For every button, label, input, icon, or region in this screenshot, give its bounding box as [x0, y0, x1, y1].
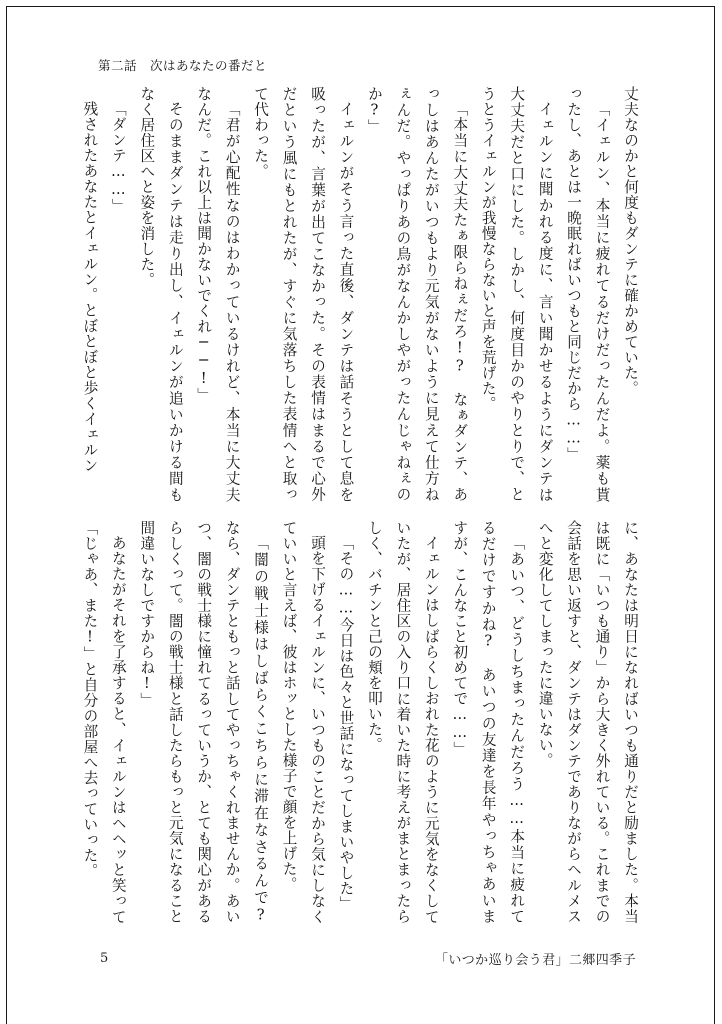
paragraph: 「その……今日は色々と世話になってしまいやした」	[337, 534, 355, 912]
paragraph: 「あいつ、どうしちまったんだろう……本当に疲れてるだけですかね? あいつの友達を長年やっちゃあいますが、こんなこと初めてで……」	[451, 520, 526, 924]
paragraph: 「ダンテ……」	[109, 100, 127, 214]
page-number: 5	[100, 951, 109, 966]
paragraph: 「君が心配性なのはわかっているけれど、本当に大丈夫なんだ。これ以上は聞かないでくれ──!」	[195, 86, 241, 502]
paragraph: 丈夫なのかと何度もダンテに確かめていた。	[622, 86, 639, 396]
footer-book-title: 「いつか巡り会う君」二郷四季子	[434, 953, 636, 968]
paragraph: 「イェルン、本当に疲れてるだけだったんだよ。薬も貰ったし、あとは一晩眠ればいつもと同じだから……」	[565, 86, 611, 502]
paragraph: 残されたあなたとイェルン。とぼとぼと歩くイェルン	[81, 100, 99, 473]
paragraph: あなたがそれを了承すると、イェルンはヘヘッと笑って「じゃあ、また!」と自分の部屋へ去っていった。	[81, 520, 127, 924]
paragraph: 「本当に大丈夫たぁ限らねぇだろ!? なぁダンテ、あっしはあんたがいつもより元気がないように見えて仕方ねぇんだ。やっぱりあの鳥がなんかしやがったんじゃねぇのか?」	[365, 86, 469, 502]
paragraph: 頭を下げるイェルンに、いつものことだから気にしなくていいと言えば、彼はホッとした様子で顔を上げた。	[280, 520, 327, 924]
paragraph: に、あなたは明日になればいつも通りだと励ました。本当は既に「いつも通り」から大きく外れている。これまでの会話を思い返すと、ダンテはダンテでありながらヘルメスへと変化してしまったに違いない。	[536, 520, 639, 924]
running-head: 第二話 次はあなたの番だと	[98, 58, 268, 73]
paragraph: イェルンがそう言った直後、ダンテは話そうとして息を吸ったが、言葉が出てこなかった。その表情はまるで心外だという風にもとれたが、すぐに気落ちした表情へと取って代わった。	[252, 86, 355, 502]
paragraph: イェルンに聞かれる度に、言い聞かせるようにダンテは大丈夫だと口にした。しかし、何度目かのやりとりで、とうとうイェルンが我慢ならないと声を荒げた。	[479, 86, 554, 502]
paragraph: 「闇の戦士様はしばらくこちらに滞在なさるんで? なら、ダンテともっと話してやっちゃくれませんか。あいつ、闇の戦士様に憧れてるっていうか、とても関心があるらしくって。闇の戦士様と話したらもっと元気になること間違いなしですからね!」	[138, 520, 270, 940]
body-text-block-lower	[81, 520, 644, 940]
body-text-block-upper	[81, 86, 644, 502]
paragraph: そのままダンテは走り出し、イェルンが追いかける間もなく居住区へと姿を消した。	[138, 86, 184, 502]
paragraph: イェルンはしばらくしおれた花のように元気をなくしていたが、居住区の入り口に着いた時に考えがまとまったらしく、バチンと己の頬を叩いた。	[365, 520, 440, 924]
